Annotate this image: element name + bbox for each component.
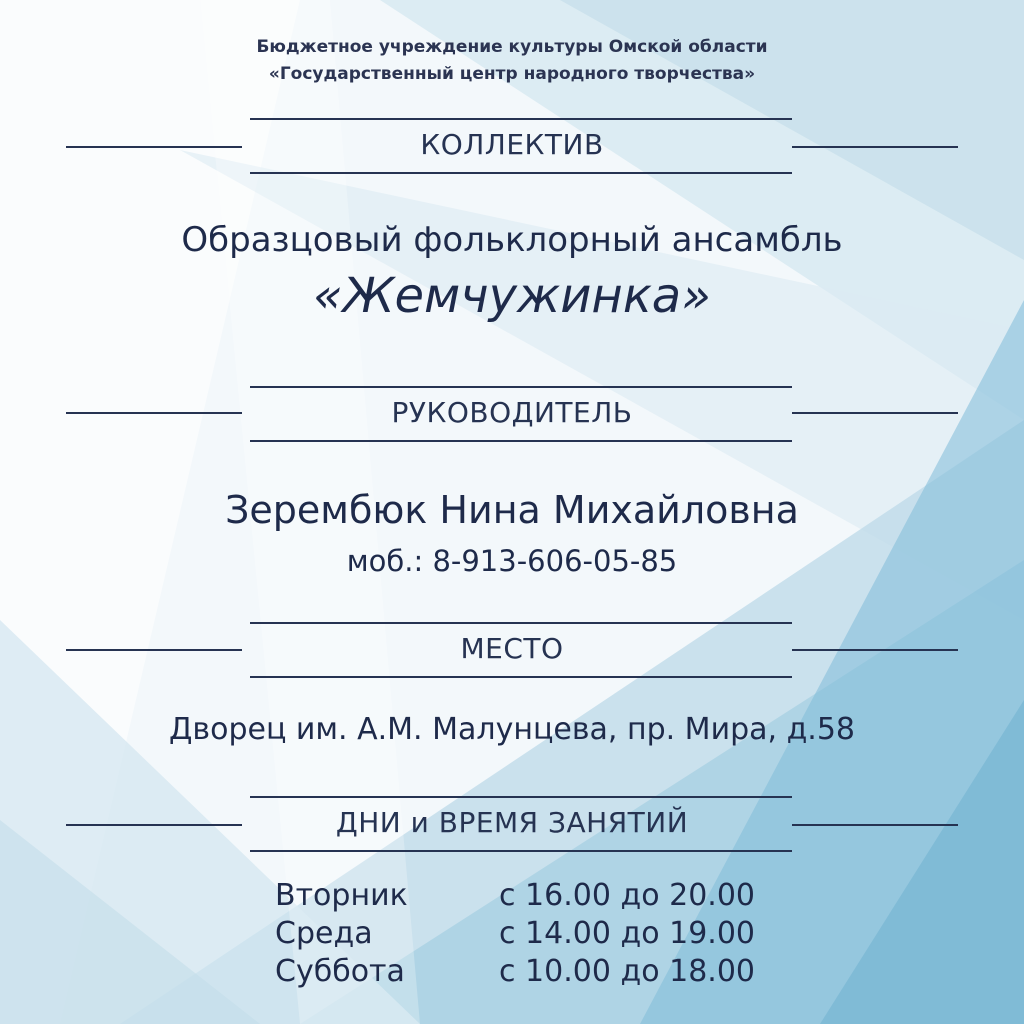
collective-name: «Жемчужинка» [313,268,711,324]
schedule-day: Вторник [275,878,408,913]
divider [250,622,792,624]
divider [250,386,792,388]
section-heading-leader: РУКОВОДИТЕЛЬ [391,396,633,429]
divider [250,118,792,120]
collective-subtitle: Образцовый фольклорный ансамбль [181,220,843,260]
divider [250,440,792,442]
divider [250,850,792,852]
section-heading-collective: КОЛЛЕКТИВ [420,128,604,161]
schedule-day: Среда [275,916,373,951]
place-address: Дворец им. А.М. Малунцева, пр. Мира, д.58 [168,712,856,747]
schedule-row [275,915,755,953]
divider [250,676,792,678]
schedule-day: Суббота [275,954,405,989]
schedule-list [275,877,755,991]
section-heading-place: МЕСТО [460,632,564,665]
schedule-row [275,953,755,991]
divider [250,172,792,174]
schedule-time: с 16.00 до 20.00 [499,878,755,913]
divider [250,796,792,798]
schedule-time: с 10.00 до 18.00 [499,954,755,989]
organization-line-2: «Государственный центр народного творчества» [268,64,756,84]
schedule-time: с 14.00 до 19.00 [499,916,755,951]
schedule-row [275,877,755,915]
organization-line-1: Бюджетное учреждение культуры Омской области [256,37,768,57]
leader-name: Зерембюк Нина Михайловна [225,488,799,532]
organization-name [0,34,1024,88]
leader-phone: моб.: 8-913-606-05-85 [346,544,678,578]
section-heading-schedule: ДНИ и ВРЕМЯ ЗАНЯТИЙ [335,806,689,839]
